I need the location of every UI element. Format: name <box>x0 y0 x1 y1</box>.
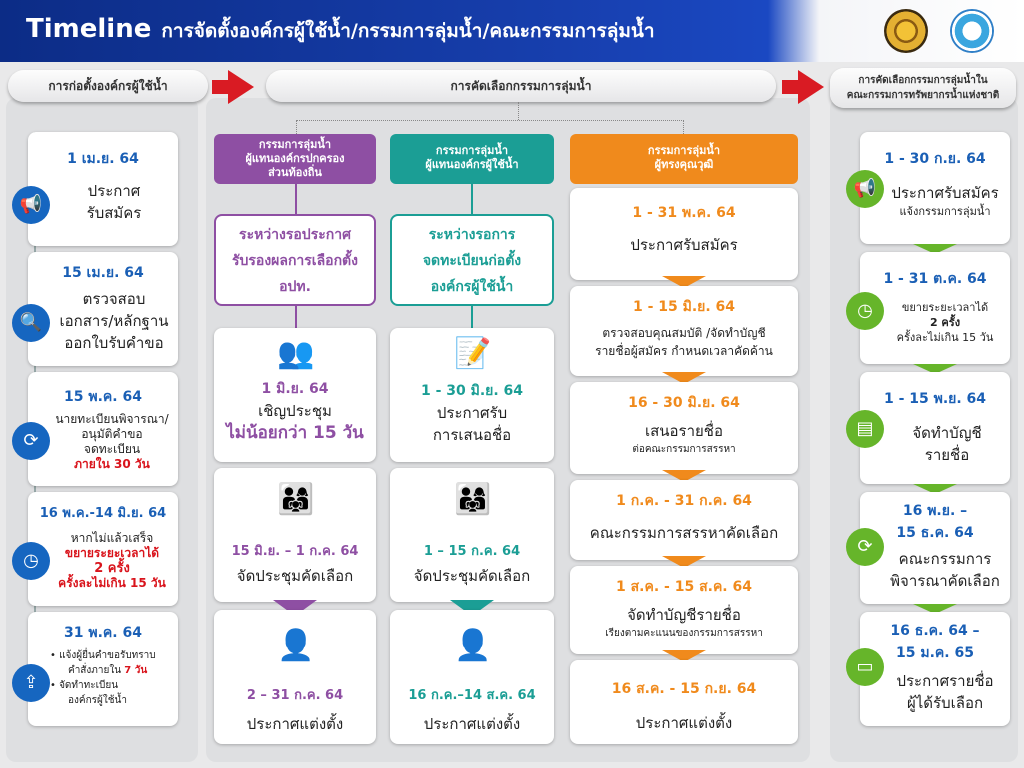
id-card-icon: ▭ <box>846 648 884 686</box>
col2-header <box>214 134 376 184</box>
col3-card-3-line1: ประกาศแต่งตั้ง <box>423 715 521 733</box>
section-pill-3 <box>830 68 1016 108</box>
upload-doc-icon: ⇪ <box>12 664 50 702</box>
col1-card-1-line2: รับสมัคร <box>86 204 142 222</box>
col4-card-3-line2: ต่อคณะกรรมการสรรหา <box>632 444 736 455</box>
refresh-icon: ⟳ <box>12 422 50 460</box>
col1-card-4 <box>28 492 178 606</box>
col2-header-line1: กรรมการลุ่มน้ำ <box>258 138 332 151</box>
col3-header-line2: ผู้แทนองค์กรผู้ใช้น้ำ <box>425 158 519 171</box>
col1-card-3-line3: จดทะเบียน <box>83 442 141 456</box>
col5-card-4-line2: พิจารณาคัดเลือก <box>890 572 1000 590</box>
col1-card-2-line2: เอกสาร/หลักฐาน <box>59 312 169 330</box>
col2-card-3-date: 2 – 31 ก.ค. 64 <box>246 688 344 703</box>
col5-card-3-line2: รายชื่อ <box>924 446 970 464</box>
page-title <box>26 14 655 46</box>
col4-card-4 <box>570 480 798 560</box>
refresh-icon: ⟳ <box>846 528 884 566</box>
megaphone-icon: 📢 <box>12 186 50 224</box>
col2-header-line3: ส่วนท้องถิ่น <box>268 166 322 179</box>
col2-header-line2: ผู้แทนองค์กรปกครอง <box>245 152 345 165</box>
section-pill-1 <box>8 70 208 102</box>
clock-icon: ◷ <box>12 542 50 580</box>
col4-card-1-line1: ประกาศรับสมัคร <box>630 236 738 254</box>
col5-card-5-line2: ผู้ได้รับเลือก <box>906 694 984 712</box>
col5-card-1-date: 1 - 30 ก.ย. 64 <box>884 151 986 167</box>
section-pill-3-line1: การคัดเลือกกรรมการลุ่มน้ำใน <box>858 75 988 86</box>
col2-card-1-line1: เชิญประชุม <box>258 402 332 420</box>
col2-card-3-line1: ประกาศแต่งตั้ง <box>246 715 344 733</box>
col4-card-6-date: 16 ส.ค. - 15 ก.ย. 64 <box>611 681 757 697</box>
col2-card-1-date: 1 มิ.ย. 64 <box>261 381 329 397</box>
col5-card-2-line2: 2 ครั้ง <box>929 316 961 329</box>
user-board-icon: 👤 <box>277 628 315 663</box>
col5-card-2-line1: ขยายระยะเวลาได้ <box>901 301 989 314</box>
col3-card-2 <box>390 468 554 602</box>
team-icon: 👨‍👩‍👧 <box>277 482 315 517</box>
col2-frame-line2: รับรองผลการเลือกตั้ง <box>232 253 358 269</box>
printer-icon: ▤ <box>846 410 884 448</box>
col3-card-1-line2: การเสนอชื่อ <box>432 426 512 444</box>
col3-card-3 <box>390 610 554 744</box>
col1-card-2-line3: ออกใบรับคำขอ <box>64 334 164 352</box>
section-pill-2 <box>266 70 776 102</box>
col1-card-2 <box>28 252 178 366</box>
col1-card-2-line1: ตรวจสอบ <box>82 290 146 308</box>
col4-header-line2: ผู้ทรงคุณวุฒิ <box>654 158 714 171</box>
col3-line-2 <box>471 306 473 328</box>
col2-frame-line3: อปท. <box>279 279 311 295</box>
col3-card-1 <box>390 328 554 462</box>
col1-card-4-line1: หากไม่แล้วเสร็จ <box>70 531 154 545</box>
col5-card-2-date: 1 - 31 ต.ค. 64 <box>883 271 987 287</box>
title-th: การจัดตั้งองค์กรผู้ใช้น้ำ/กรรมการลุ่มน้ำ/คณะกรรมการลุ่มน้ำ <box>161 20 655 42</box>
col1-card-4-line3: 2 ครั้ง <box>94 561 130 576</box>
section-pill-1-label: การก่อตั้งองค์กรผู้ใช้น้ำ <box>48 79 168 93</box>
col5-card-5-line1: ประกาศรายชื่อ <box>896 672 994 690</box>
col4-card-5-line1: จัดทำบัญชีรายชื่อ <box>627 606 741 624</box>
user-board-icon: 👤 <box>454 628 492 663</box>
col1-card-1-line1: ประกาศ <box>87 182 141 200</box>
col3-frame-line3: องค์กรผู้ใช้น้ำ <box>430 279 514 295</box>
col3-card-2-line1: จัดประชุมคัดเลือก <box>413 567 531 585</box>
col4-card-6 <box>570 660 798 744</box>
col3-card-1-line1: ประกาศรับ <box>436 404 508 422</box>
col3-card-3-date: 16 ก.ค.–14 ส.ค. 64 <box>408 688 536 703</box>
col3-header-line1: กรรมการลุ่มน้ำ <box>435 144 509 157</box>
col4-card-2 <box>570 286 798 376</box>
col1-card-2-date: 15 เม.ย. 64 <box>62 265 144 281</box>
col1-card-5-bullet2-cont: องค์กรผู้ใช้น้ำ <box>68 695 127 706</box>
title-en: Timeline <box>26 14 152 44</box>
col1-card-3-line4: ภายใน 30 วัน <box>74 457 150 471</box>
col1-card-3-line1: นายทะเบียนพิจารณา/ <box>55 412 169 426</box>
col2-card-1 <box>214 328 376 462</box>
col4-card-3 <box>570 382 798 474</box>
col4-header <box>570 134 798 184</box>
col3-frame-line2: จดทะเบียนก่อตั้ง <box>422 253 522 269</box>
col1-card-1-date: 1 เม.ย. 64 <box>67 151 139 167</box>
col5-card-4-date1: 16 พ.ย. – <box>902 503 968 519</box>
col3-card-1-date: 1 - 30 มิ.ย. 64 <box>420 383 524 399</box>
col2-card-2-line1: จัดประชุมคัดเลือก <box>236 567 354 585</box>
search-icon: 🔍 <box>12 304 50 342</box>
col5-card-1-line1: ประกาศรับสมัคร <box>891 184 999 202</box>
col4-card-1 <box>570 188 798 280</box>
section-pill-3-line2: คณะกรรมการทรัพยากรน้ำแห่งชาติ <box>846 90 1000 101</box>
ministry-seal-logo <box>884 9 928 53</box>
col1-card-5 <box>28 612 178 726</box>
water-agency-logo <box>950 9 994 53</box>
red-arrow-1 <box>228 70 254 104</box>
document-pen-icon: 📝 <box>454 336 492 371</box>
megaphone-icon: 📢 <box>846 170 884 208</box>
col2-line-2 <box>295 306 297 328</box>
col4-card-2-line1: ตรวจสอบคุณสมบัติ /จัดทำบัญชี <box>602 326 766 340</box>
col2-card-3 <box>214 610 376 744</box>
col1-card-5-bullet1: • แจ้งผู้ยื่นคำขอรับทราบ <box>50 650 156 661</box>
col1-card-5-bullet2: • จัดทำทะเบียน <box>50 680 119 691</box>
col4-card-4-line1: คณะกรรมการสรรหาคัดเลือก <box>589 524 779 542</box>
col2-card-2-date: 15 มิ.ย. – 1 ก.ค. 64 <box>231 544 359 559</box>
col4-card-6-line1: ประกาศแต่งตั้ง <box>635 714 733 732</box>
col2-waiting-frame <box>214 214 376 306</box>
col5-card-5-date2: 15 ม.ค. 65 <box>896 645 974 661</box>
col1-card-1 <box>28 132 178 246</box>
col2-frame-line1: ระหว่างรอประกาศ <box>239 227 351 243</box>
branch-connector-stem <box>518 102 519 120</box>
red-arrow-2 <box>798 70 824 104</box>
col4-card-4-date: 1 ก.ค. - 31 ก.ค. 64 <box>616 493 752 509</box>
section-pill-2-label: การคัดเลือกกรรมการลุ่มน้ำ <box>450 79 592 93</box>
meeting-icon: 👥 <box>277 336 315 371</box>
col4-card-3-line1: เสนอรายชื่อ <box>644 422 723 440</box>
col3-header <box>390 134 554 184</box>
col3-card-2-date: 1 – 15 ก.ค. 64 <box>423 544 521 559</box>
col5-card-4-line1: คณะกรรมการ <box>898 550 992 568</box>
col1-card-4-line4: ครั้งละไม่เกิน 15 วัน <box>58 576 166 590</box>
col4-card-1-date: 1 - 31 พ.ค. 64 <box>632 205 736 221</box>
col5-card-1-line2: แจ้งกรรมการลุ่มน้ำ <box>899 205 991 218</box>
col3-frame-line1: ระหว่างรอการ <box>428 227 516 243</box>
col4-card-2-line2: รายชื่อผู้สมัคร กำหนดเวลาคัดค้าน <box>595 344 773 358</box>
col2-card-1-line2: ไม่น้อยกว่า 15 วัน <box>226 423 364 443</box>
col4-card-2-date: 1 - 15 มิ.ย. 64 <box>632 299 736 315</box>
col1-card-3 <box>28 372 178 486</box>
col1-card-3-date: 15 พ.ค. 64 <box>64 389 142 405</box>
clock-icon: ◷ <box>846 292 884 330</box>
col4-card-5-line2: เรียงตามคะแนนของกรรมการสรรหา <box>605 628 763 639</box>
col5-card-5-date1: 16 ธ.ค. 64 – <box>890 623 980 639</box>
col4-card-3-date: 16 - 30 มิ.ย. 64 <box>628 395 740 411</box>
col1-card-4-line2: ขยายระยะเวลาได้ <box>64 546 160 560</box>
col1-card-3-line2: อนุมัติคำขอ <box>81 427 143 441</box>
col4-card-5 <box>570 566 798 654</box>
col2-card-2 <box>214 468 376 602</box>
team-icon: 👨‍👩‍👧 <box>454 482 492 517</box>
col5-card-3-date: 1 - 15 พ.ย. 64 <box>883 391 987 407</box>
col5-card-2-line3: ครั้งละไม่เกิน 15 วัน <box>896 331 994 344</box>
col5-card-3-line1: จัดทำบัญชี <box>912 424 982 442</box>
col4-card-5-date: 1 ส.ค. - 15 ส.ค. 64 <box>616 579 752 595</box>
col3-waiting-frame <box>390 214 554 306</box>
col5-card-4-date2: 15 ธ.ค. 64 <box>896 525 974 541</box>
col1-card-5-days: 7 วัน <box>124 665 148 676</box>
col1-card-5-bullet1-cont: คำสั่งภายใน <box>68 665 122 676</box>
col1-card-5-date: 31 พ.ค. 64 <box>64 625 142 641</box>
col1-card-4-date: 16 พ.ค.-14 มิ.ย. 64 <box>39 506 167 521</box>
col4-header-line1: กรรมการลุ่มน้ำ <box>647 144 721 157</box>
